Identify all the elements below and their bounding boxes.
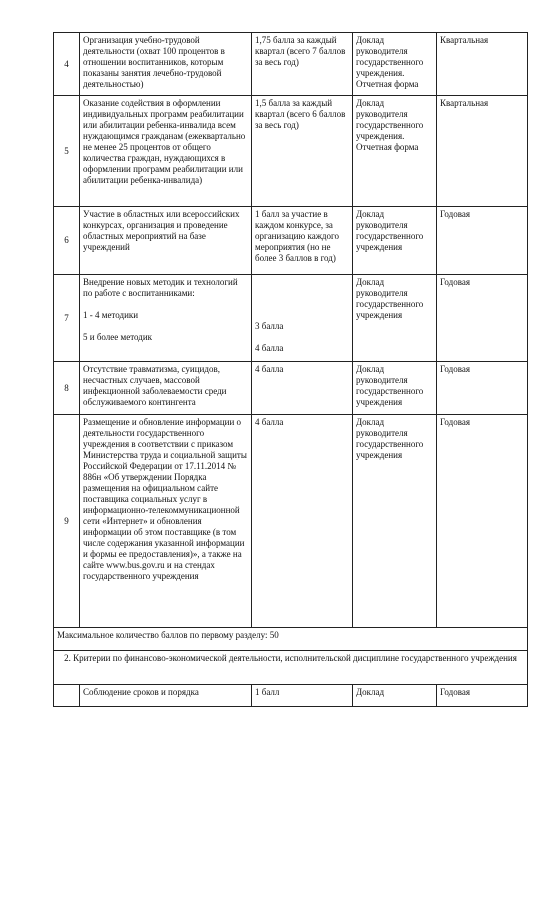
report-text: Доклад руководителя государственного учреждения. Отчетная форма [353,96,437,207]
criterion-text: Оказание содействия в оформлении индивидуальных программ реабилитации или абилитации ребенка-инвалида всем нуждающимся гражданам (ежеквартально не менее 25 процентов от общего количества граждан, нуждающихся в оформлении программ реабилитации или абилитации ребенка-инвалида) [80,96,252,207]
row-number: 4 [54,33,80,96]
summary-row [54,628,528,651]
report-text: Доклад [353,685,437,707]
row-number: 8 [54,362,80,415]
period-text: Квартальная [437,33,528,96]
table-row [54,685,528,707]
criterion-text: Участие в областных или всероссийских конкурсах, организация и проведение областных мероприятий на базе учреждений [80,207,252,275]
table-row [54,96,528,207]
period-text: Годовая [437,207,528,275]
row-number: 5 [54,96,80,207]
points-text: 1,5 балла за каждый квартал (всего 6 баллов за весь год) [252,96,353,207]
criterion-text: Соблюдение сроков и порядка [80,685,252,707]
table-row [54,207,528,275]
table-row [54,33,528,96]
report-text: Доклад руководителя государственного учреждения [353,415,437,628]
row-number: 9 [54,415,80,628]
points-text: 1,75 балла за каждый квартал (всего 7 баллов за весь год) [252,33,353,96]
points-text: 4 балла [252,362,353,415]
table-row [54,362,528,415]
table-row [54,275,528,362]
row-number [54,685,80,707]
table-row [54,415,528,628]
period-text: Годовая [437,275,528,362]
sub-criterion-label: 1 - 4 методики [83,310,139,320]
criterion-text: Внедрение новых методик и технологий по работе с воспитанниками: [83,277,238,298]
points-text: 3 балла [255,321,284,331]
section-2-title: 2. Критерии по финансово-экономической деятельности, исполнительской дисциплине государственного учреждения [54,651,528,685]
points-text: 1 балл за участие в каждом конкурсе, за организацию каждого мероприятия (но не более 3 баллов в год) [252,207,353,275]
report-text: Доклад руководителя государственного учреждения [353,362,437,415]
criterion-text: Размещение и обновление информации о деятельности государственного учреждения в соответствии с приказом Министерства труда и социальной защиты Российской Федерации от 17.11.2014 № 886н «Об утверждении Порядка размещения на официальном сайте поставщика социальных услуг в информационно-телекоммуникационной сети «Интернет» и обновления информации об этом поставщике (в том числе содержания указанной информации и формы ее предоставления)», а также на сайте www.bus.gov.ru и на стендах государственного учреждения [80,415,252,628]
period-text: Квартальная [437,96,528,207]
row-number: 6 [54,207,80,275]
row-number: 7 [54,275,80,362]
section-heading-row [54,651,528,685]
criterion-text: Организация учебно-трудовой деятельности (охват 100 процентов в отношении воспитанников, которым показаны занятия лечебно-трудовой деятельностью) [80,33,252,96]
criteria-table [53,32,528,707]
points-cell [252,275,353,362]
criterion-cell [80,275,252,362]
period-text: Годовая [437,415,528,628]
points-text: 1 балл [252,685,353,707]
report-text: Доклад руководителя государственного учреждения. Отчетная форма [353,33,437,96]
criterion-text: Отсутствие травматизма, суицидов, несчастных случаев, массовой инфекционной заболеваемости среди обслуживаемого контингента [80,362,252,415]
period-text: Годовая [437,362,528,415]
max-points-text: Максимальное количество баллов по первому разделу: 50 [54,628,528,651]
report-text: Доклад руководителя государственного учреждения [353,275,437,362]
sub-criterion-label: 5 и более методик [83,332,153,342]
points-text: 4 балла [252,415,353,628]
points-text: 4 балла [255,343,284,353]
period-text: Годовая [437,685,528,707]
report-text: Доклад руководителя государственного учреждения [353,207,437,275]
